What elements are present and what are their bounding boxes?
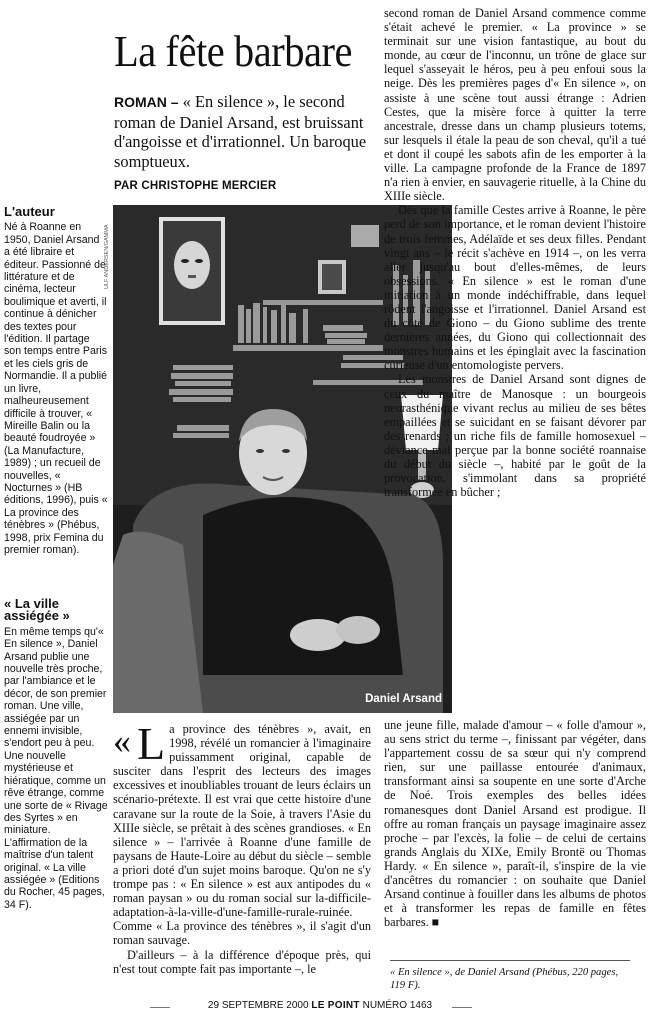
footer-issue: NUMÉRO 1463: [362, 1000, 433, 1011]
deck-text: « En silence », le second roman de Daniel Arsand, est bruissant d'angoisse et d'irrationnel. Un baroque somptueux.: [114, 92, 367, 171]
footer-date: 29 SEPTEMBRE 2000: [207, 1000, 309, 1011]
sidebar-ville-heading: « La ville assiégée »: [4, 596, 70, 624]
sidebar-author-heading: L'auteur: [4, 204, 55, 219]
book-reference: « En silence », de Daniel Arsand (Phébus, 220 pages, 119 F).: [390, 960, 630, 992]
sidebar-ville-text: En même temps qu'« En silence », Daniel Arsand publie une nouvelle très proche, par l'ambiance et le décor, de son premier roman. Une ville, assiégée par un ennemi invisible, s'endort peu à peu. Une nouvelle mystérieuse et hiératique, comme un rêve étrange, comme une sorte de « Rivage des Syrtes » en miniature. L'affirmation de la maîtrise d'un talent original. « La ville assiégée » (Editions du Rocher, 45 pages, 34 F).: [4, 625, 108, 911]
body-column-middle: [113, 718, 371, 976]
photo-caption: Daniel Arsand: [365, 693, 442, 705]
right-paragraph-3: Les monstres de Daniel Arsand sont dignes de ceux du maître de Manosque : un bourgeois neurasthénique vivant reclus au milieu de ses bêtes empaillées et se suicidant en se faisant dévorer par des renards ; un riche fils de famille homosexuel – déviance mal perçue par la bonne société roannaise du début du siècle –, habité par le goût de la provocation, s'immolant dans sa propriété transformée en bûcher ;: [384, 372, 646, 500]
byline: PAR CHRISTOPHE MERCIER: [114, 180, 277, 192]
article-deck: [114, 92, 386, 171]
article-title: La fête barbare: [114, 27, 353, 76]
right-lower-paragraph: une jeune fille, malade d'amour – « folle d'amour », au sens strict du terme –, finissant par végéter, dans l'appartement cossu de sa sœur qui n'y comprend rien, sur une paillasse entourée d'animaux, transformant ainsi sa soupente en une sorte d'Arche de Noé. Trois exemples des belles idées romanesques dont Daniel Arsand est prodigue. Il offre au roman français un paysage imaginaire assez proche – par l'excès, la folie – de celui de certains grands Anglais du XIXe, Emily Brontë ou Thomas Hardy. « En silence », paraît-il, s'inspire de la vie d'ancêtres du romancier : on souhaite que Daniel Arsand continue à fouiller dans les albums de photos et à transformer les repas de famille en fêtes barbares. ■: [384, 718, 646, 930]
footer-rule-left: [150, 1007, 170, 1008]
middle-paragraph-2: D'ailleurs – à la différence d'époque près, qui n'est tout compte fait pas importante –, le: [113, 947, 371, 976]
opening-quote-mark: «: [113, 721, 131, 761]
sidebar-author-text: Né à Roanne en 1950, Daniel Arsand a été libraire et éditeur. Passionné de littérature et de cinéma, lecteur boulimique et averti, il continue à dénicher des textes pour l'édition. Il partage son temps entre Paris et les ciels gris de Normandie. Il a publié un livre, malheureusement difficile à trouver, « Mireille Balin ou la beauté foudroyée » (La Manufacture, 1989) ; un recueil de nouvelles, « Nocturnes » (HB éditions, 1996), puis « La province des ténèbres » (Phébus, 1998, prix Femina du premier roman).: [4, 221, 108, 556]
body-column-right: [384, 6, 646, 499]
sidebar-author: [4, 206, 108, 556]
right-paragraph-1: second roman de Daniel Arsand commence comme s'était achevé le premier. « La province » se terminait sur une vision fantastique, au bout du monde, au cœur de l'inconnu, un trône de glace sur lequel s'asseyait le héros, peu à peu enfoui sous la neige. Dès les premières pages d'« En silence », on assiste à une scène tout aussi étrange : Adrien Cestes, que la misère force à quitter la terre ancestrale, dresse dans un champ plusieurs totems, sur lesquels il étale la peau de son cheval, qu'il a tué et dont il coupé les sabots afin de les emporter à la ville. La campagne profonde de la France de 1897 n'a rien à envier, en sauvagerie rituelle, à la Chine du XIIIe siècle.: [384, 6, 646, 204]
page-footer: [170, 1000, 470, 1011]
body-column-right-lower: [384, 718, 646, 929]
footer-rule-right: [452, 1007, 472, 1008]
photo-credit: ULF ANDERSEN/GAMMA: [104, 224, 110, 289]
middle-paragraph-1: a province des ténèbres », avait, en 1998, révélé un romancier à l'imaginaire puissamment original, capable de susciter dans l'esprit des lecteurs des images excessives et inoubliables trouant de leurs éclairs un scénario-prétexte. Il est vrai que cette histoire d'une caravane sur la route de la Soie, à travers l'Asie du XIIIe siècle, se prêtait à des scènes grandioses. « En silence » – l'arrivée à Roanne d'une famille de paysans de Haute-Loire au début du siècle – semble a priori doté d'un sujet moins baroque. Qu'on ne s'y trompe pas : « En silence » est aux antipodes du « roman paysan » ou du roman social sur la-difficile-adaptation-à-la-ville-d'une-famille-rurale-ruinée. Comme « La province des ténèbres », il s'agit d'un roman sauvage.: [113, 722, 371, 948]
drop-cap: L: [137, 718, 166, 769]
right-paragraph-2: Dès que la famille Cestes arrive à Roanne, le père perd de son importance, et le roman devient l'histoire de trois femmes, Adélaïde et ses deux filles. Pendant vingt ans – le récit s'achève en 1914 –, on les verra aller jusqu'au bout d'elles-mêmes, de leurs obsessions. « En silence » est le roman d'une initiation à un monde indéchiffrable, dans lequel rôdent l'angoisse et l'irrationnel. Daniel Arsand est du côté de Giono – du Giono sublime des trente dernières années, du Giono qui collectionnait des monstres humains et les épinglait avec la fascination curieuse d'un entomologiste pervers.: [384, 203, 646, 373]
footer-magazine: LE POINT: [311, 1000, 360, 1011]
deck-kicker: ROMAN –: [114, 94, 179, 110]
sidebar-ville: [4, 598, 108, 911]
